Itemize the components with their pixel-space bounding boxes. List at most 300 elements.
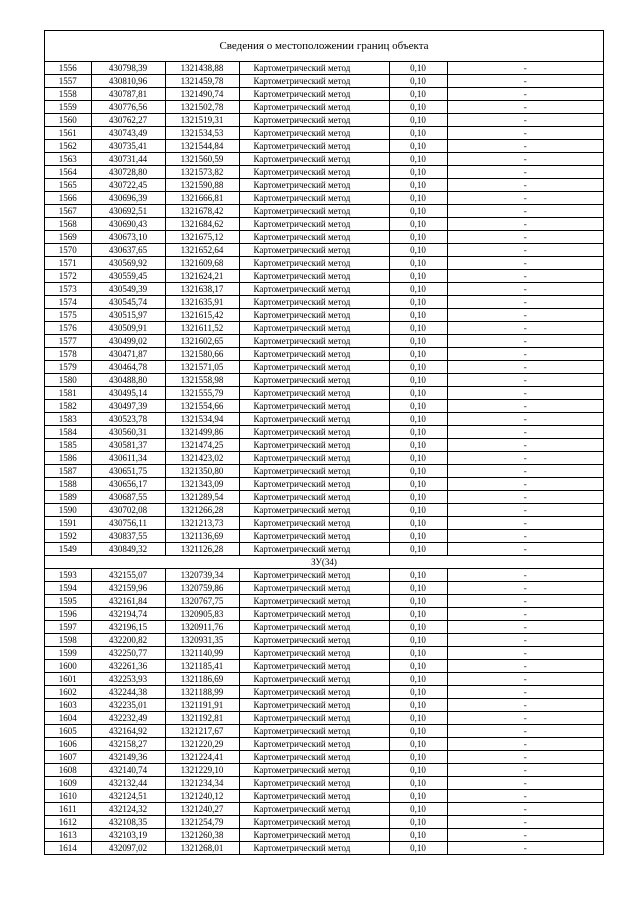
table-row	[45, 309, 603, 322]
table-row	[45, 582, 603, 595]
description-cell: -	[447, 101, 603, 114]
accuracy-cell: 0,10	[389, 491, 447, 504]
point-number-cell: 1589	[45, 491, 91, 504]
description-cell: -	[447, 647, 603, 660]
x-coordinate-cell: 430523,78	[91, 413, 165, 426]
x-coordinate-cell: 430495,14	[91, 387, 165, 400]
accuracy-cell: 0,10	[389, 257, 447, 270]
x-coordinate-cell: 430515,97	[91, 309, 165, 322]
accuracy-cell: 0,10	[389, 439, 447, 452]
y-coordinate-cell: 1321185,41	[165, 660, 239, 673]
method-cell: Картометрический метод	[239, 374, 389, 387]
y-coordinate-cell: 1321188,99	[165, 686, 239, 699]
point-number-cell: 1605	[45, 725, 91, 738]
x-coordinate-cell: 430509,91	[91, 322, 165, 335]
table-row	[45, 88, 603, 101]
accuracy-cell: 0,10	[389, 595, 447, 608]
description-cell: -	[447, 777, 603, 790]
point-number-cell: 1614	[45, 842, 91, 855]
description-cell: -	[447, 439, 603, 452]
method-cell: Картометрический метод	[239, 712, 389, 725]
point-number-cell: 1567	[45, 205, 91, 218]
y-coordinate-cell: 1320905,83	[165, 608, 239, 621]
x-coordinate-cell: 432194,74	[91, 608, 165, 621]
accuracy-cell: 0,10	[389, 842, 447, 855]
section-row	[45, 556, 603, 569]
x-coordinate-cell: 432235,01	[91, 699, 165, 712]
accuracy-cell: 0,10	[389, 543, 447, 556]
method-cell: Картометрический метод	[239, 140, 389, 153]
table-row	[45, 530, 603, 543]
x-coordinate-cell: 432161,84	[91, 595, 165, 608]
table-row	[45, 62, 603, 75]
description-cell: -	[447, 374, 603, 387]
point-number-cell: 1598	[45, 634, 91, 647]
y-coordinate-cell: 1321192,81	[165, 712, 239, 725]
x-coordinate-cell: 432261,36	[91, 660, 165, 673]
x-coordinate-cell: 432250,77	[91, 647, 165, 660]
table-row	[45, 75, 603, 88]
table-row	[45, 504, 603, 517]
method-cell: Картометрический метод	[239, 205, 389, 218]
description-cell: -	[447, 88, 603, 101]
y-coordinate-cell: 1320759,86	[165, 582, 239, 595]
y-coordinate-cell: 1321240,27	[165, 803, 239, 816]
description-cell: -	[447, 257, 603, 270]
method-cell: Картометрический метод	[239, 686, 389, 699]
method-cell: Картометрический метод	[239, 595, 389, 608]
accuracy-cell: 0,10	[389, 699, 447, 712]
method-cell: Картометрический метод	[239, 88, 389, 101]
description-cell: -	[447, 426, 603, 439]
y-coordinate-cell: 1321638,17	[165, 283, 239, 296]
x-coordinate-cell: 430692,51	[91, 205, 165, 218]
y-coordinate-cell: 1321519,31	[165, 114, 239, 127]
accuracy-cell: 0,10	[389, 322, 447, 335]
table-row	[45, 387, 603, 400]
x-coordinate-cell: 430651,75	[91, 465, 165, 478]
y-coordinate-cell: 1321217,67	[165, 725, 239, 738]
method-cell: Картометрический метод	[239, 803, 389, 816]
y-coordinate-cell: 1321240,12	[165, 790, 239, 803]
point-number-cell: 1577	[45, 335, 91, 348]
y-coordinate-cell: 1321490,74	[165, 88, 239, 101]
point-number-cell: 1585	[45, 439, 91, 452]
point-number-cell: 1604	[45, 712, 91, 725]
table-row	[45, 517, 603, 530]
table-row	[45, 712, 603, 725]
description-cell: -	[447, 543, 603, 556]
point-number-cell: 1603	[45, 699, 91, 712]
table-row	[45, 790, 603, 803]
description-cell: -	[447, 478, 603, 491]
x-coordinate-cell: 430464,78	[91, 361, 165, 374]
description-cell: -	[447, 790, 603, 803]
table-row	[45, 569, 603, 582]
table-row	[45, 257, 603, 270]
table-row	[45, 166, 603, 179]
point-number-cell: 1557	[45, 75, 91, 88]
accuracy-cell: 0,10	[389, 738, 447, 751]
y-coordinate-cell: 1321423,02	[165, 452, 239, 465]
coordinates-table	[45, 62, 603, 854]
y-coordinate-cell: 1321571,05	[165, 361, 239, 374]
method-cell: Картометрический метод	[239, 517, 389, 530]
method-cell: Картометрический метод	[239, 413, 389, 426]
point-number-cell: 1588	[45, 478, 91, 491]
method-cell: Картометрический метод	[239, 192, 389, 205]
description-cell: -	[447, 699, 603, 712]
x-coordinate-cell: 432124,32	[91, 803, 165, 816]
x-coordinate-cell: 432244,38	[91, 686, 165, 699]
method-cell: Картометрический метод	[239, 127, 389, 140]
y-coordinate-cell: 1321186,69	[165, 673, 239, 686]
description-cell: -	[447, 517, 603, 530]
accuracy-cell: 0,10	[389, 374, 447, 387]
point-number-cell: 1583	[45, 413, 91, 426]
point-number-cell: 1593	[45, 569, 91, 582]
description-cell: -	[447, 114, 603, 127]
accuracy-cell: 0,10	[389, 413, 447, 426]
method-cell: Картометрический метод	[239, 608, 389, 621]
accuracy-cell: 0,10	[389, 790, 447, 803]
point-number-cell: 1576	[45, 322, 91, 335]
method-cell: Картометрический метод	[239, 387, 389, 400]
x-coordinate-cell: 432124,51	[91, 790, 165, 803]
description-cell: -	[447, 140, 603, 153]
method-cell: Картометрический метод	[239, 114, 389, 127]
x-coordinate-cell: 430499,02	[91, 335, 165, 348]
description-cell: -	[447, 725, 603, 738]
x-coordinate-cell: 432149,36	[91, 751, 165, 764]
table-row	[45, 374, 603, 387]
y-coordinate-cell: 1321474,25	[165, 439, 239, 452]
y-coordinate-cell: 1321260,38	[165, 829, 239, 842]
table-row	[45, 114, 603, 127]
method-cell: Картометрический метод	[239, 465, 389, 478]
table-row	[45, 153, 603, 166]
method-cell: Картометрический метод	[239, 582, 389, 595]
description-cell: -	[447, 634, 603, 647]
x-coordinate-cell: 430728,80	[91, 166, 165, 179]
method-cell: Картометрический метод	[239, 348, 389, 361]
x-coordinate-cell: 430743,49	[91, 127, 165, 140]
point-number-cell: 1565	[45, 179, 91, 192]
x-coordinate-cell: 430731,44	[91, 153, 165, 166]
method-cell: Картометрический метод	[239, 231, 389, 244]
accuracy-cell: 0,10	[389, 777, 447, 790]
accuracy-cell: 0,10	[389, 231, 447, 244]
method-cell: Картометрический метод	[239, 335, 389, 348]
point-number-cell: 1568	[45, 218, 91, 231]
y-coordinate-cell: 1321224,41	[165, 751, 239, 764]
x-coordinate-cell: 432097,02	[91, 842, 165, 855]
table-row	[45, 179, 603, 192]
table-row	[45, 231, 603, 244]
x-coordinate-cell: 430569,92	[91, 257, 165, 270]
point-number-cell: 1581	[45, 387, 91, 400]
y-coordinate-cell: 1321234,34	[165, 777, 239, 790]
description-cell: -	[447, 829, 603, 842]
method-cell: Картометрический метод	[239, 530, 389, 543]
description-cell: -	[447, 400, 603, 413]
y-coordinate-cell: 1321350,80	[165, 465, 239, 478]
x-coordinate-cell: 430545,74	[91, 296, 165, 309]
point-number-cell: 1569	[45, 231, 91, 244]
point-number-cell: 1612	[45, 816, 91, 829]
table-title: Сведения о местоположении границ объекта	[45, 31, 603, 62]
y-coordinate-cell: 1321229,10	[165, 764, 239, 777]
method-cell: Картометрический метод	[239, 75, 389, 88]
accuracy-cell: 0,10	[389, 348, 447, 361]
x-coordinate-cell: 430735,41	[91, 140, 165, 153]
description-cell: -	[447, 192, 603, 205]
point-number-cell: 1571	[45, 257, 91, 270]
method-cell: Картометрический метод	[239, 621, 389, 634]
description-cell: -	[447, 465, 603, 478]
x-coordinate-cell: 430549,39	[91, 283, 165, 296]
y-coordinate-cell: 1321289,54	[165, 491, 239, 504]
accuracy-cell: 0,10	[389, 582, 447, 595]
accuracy-cell: 0,10	[389, 634, 447, 647]
point-number-cell: 1601	[45, 673, 91, 686]
accuracy-cell: 0,10	[389, 712, 447, 725]
description-cell: -	[447, 569, 603, 582]
accuracy-cell: 0,10	[389, 751, 447, 764]
description-cell: -	[447, 335, 603, 348]
table-row	[45, 348, 603, 361]
point-number-cell: 1560	[45, 114, 91, 127]
x-coordinate-cell: 432164,92	[91, 725, 165, 738]
description-cell: -	[447, 166, 603, 179]
y-coordinate-cell: 1321499,86	[165, 426, 239, 439]
method-cell: Картометрический метод	[239, 829, 389, 842]
x-coordinate-cell: 430611,34	[91, 452, 165, 465]
x-coordinate-cell: 430581,37	[91, 439, 165, 452]
point-number-cell: 1600	[45, 660, 91, 673]
point-number-cell: 1596	[45, 608, 91, 621]
x-coordinate-cell: 430849,32	[91, 543, 165, 556]
accuracy-cell: 0,10	[389, 478, 447, 491]
x-coordinate-cell: 430488,80	[91, 374, 165, 387]
y-coordinate-cell: 1321573,82	[165, 166, 239, 179]
y-coordinate-cell: 1321266,28	[165, 504, 239, 517]
table-row	[45, 608, 603, 621]
table-row	[45, 621, 603, 634]
point-number-cell: 1574	[45, 296, 91, 309]
description-cell: -	[447, 283, 603, 296]
description-cell: -	[447, 413, 603, 426]
point-number-cell: 1584	[45, 426, 91, 439]
point-number-cell: 1590	[45, 504, 91, 517]
description-cell: -	[447, 816, 603, 829]
description-cell: -	[447, 62, 603, 75]
x-coordinate-cell: 432108,35	[91, 816, 165, 829]
table-row	[45, 491, 603, 504]
x-coordinate-cell: 430656,17	[91, 478, 165, 491]
description-cell: -	[447, 296, 603, 309]
y-coordinate-cell: 1321554,66	[165, 400, 239, 413]
method-cell: Картометрический метод	[239, 400, 389, 413]
y-coordinate-cell: 1321684,62	[165, 218, 239, 231]
x-coordinate-cell: 432232,49	[91, 712, 165, 725]
table-row	[45, 829, 603, 842]
description-cell: -	[523, 842, 527, 853]
method-cell: Картометрический метод	[239, 218, 389, 231]
point-number-cell: 1611	[45, 803, 91, 816]
accuracy-cell: 0,10	[389, 361, 447, 374]
point-number-cell: 1566	[45, 192, 91, 205]
y-coordinate-cell: 1321602,65	[165, 335, 239, 348]
point-number-cell: 1608	[45, 764, 91, 777]
x-coordinate-cell: 432132,44	[91, 777, 165, 790]
y-coordinate-cell: 1321254,79	[165, 816, 239, 829]
method-cell: Картометрический метод	[239, 569, 389, 582]
y-coordinate-cell: 1320931,35	[165, 634, 239, 647]
description-cell: -	[447, 205, 603, 218]
x-coordinate-cell: 432158,27	[91, 738, 165, 751]
table-row	[45, 777, 603, 790]
y-coordinate-cell: 1321534,94	[165, 413, 239, 426]
point-number-cell: 1591	[45, 517, 91, 530]
method-cell: Картометрический метод	[239, 296, 389, 309]
point-number-cell: 1602	[45, 686, 91, 699]
y-coordinate-cell: 1321438,88	[165, 62, 239, 75]
accuracy-cell: 0,10	[389, 244, 447, 257]
description-cell: -	[447, 660, 603, 673]
y-coordinate-cell: 1321459,78	[165, 75, 239, 88]
point-number-cell: 1559	[45, 101, 91, 114]
table-row	[45, 842, 603, 855]
table-row	[45, 205, 603, 218]
table-row	[45, 816, 603, 829]
x-coordinate-cell: 430722,45	[91, 179, 165, 192]
description-cell: -	[447, 309, 603, 322]
table-row	[45, 218, 603, 231]
x-coordinate-cell: 430673,10	[91, 231, 165, 244]
description-cell: -	[447, 582, 603, 595]
accuracy-cell: 0,10	[389, 387, 447, 400]
point-number-cell: 1579	[45, 361, 91, 374]
x-coordinate-cell: 432155,07	[91, 569, 165, 582]
method-cell: Картометрический метод	[239, 478, 389, 491]
y-coordinate-cell: 1321580,66	[165, 348, 239, 361]
x-coordinate-cell: 430702,08	[91, 504, 165, 517]
method-cell: Картометрический метод	[239, 842, 389, 855]
accuracy-cell: 0,10	[389, 647, 447, 660]
accuracy-cell: 0,10	[389, 452, 447, 465]
accuracy-cell: 0,10	[389, 400, 447, 413]
x-coordinate-cell: 432200,82	[91, 634, 165, 647]
point-number-cell: 1594	[45, 582, 91, 595]
description-cell: -	[447, 452, 603, 465]
method-cell: Картометрический метод	[239, 452, 389, 465]
table-row	[45, 660, 603, 673]
accuracy-cell: 0,10	[389, 192, 447, 205]
description-cell: -	[447, 673, 603, 686]
x-coordinate-cell: 432159,96	[91, 582, 165, 595]
y-coordinate-cell: 1321675,12	[165, 231, 239, 244]
table-row	[45, 803, 603, 816]
accuracy-cell: 0,10	[389, 660, 447, 673]
description-cell: -	[447, 179, 603, 192]
accuracy-cell: 0,10	[389, 673, 447, 686]
table-row	[45, 634, 603, 647]
y-coordinate-cell: 1321635,91	[165, 296, 239, 309]
x-coordinate-cell: 430776,56	[91, 101, 165, 114]
coordinates-table-frame	[44, 30, 604, 855]
point-number-cell: 1607	[45, 751, 91, 764]
y-coordinate-cell: 1321615,42	[165, 309, 239, 322]
accuracy-cell: 0,10	[389, 270, 447, 283]
description-cell: -	[447, 348, 603, 361]
x-coordinate-cell: 430687,55	[91, 491, 165, 504]
method-cell: Картометрический метод	[239, 426, 389, 439]
table-row	[45, 244, 603, 257]
y-coordinate-cell: 1321624,21	[165, 270, 239, 283]
accuracy-cell: 0,10	[389, 569, 447, 582]
method-cell: Картометрический метод	[239, 244, 389, 257]
accuracy-cell: 0,10	[389, 62, 447, 75]
table-row	[45, 270, 603, 283]
accuracy-cell: 0,10	[389, 504, 447, 517]
x-coordinate-cell: 430497,39	[91, 400, 165, 413]
description-cell: -	[447, 738, 603, 751]
y-coordinate-cell: 1320739,34	[165, 569, 239, 582]
accuracy-cell: 0,10	[389, 88, 447, 101]
accuracy-cell: 0,10	[389, 621, 447, 634]
y-coordinate-cell: 1321502,78	[165, 101, 239, 114]
method-cell: Картометрический метод	[239, 816, 389, 829]
description-cell: -	[447, 361, 603, 374]
x-coordinate-cell: 430690,43	[91, 218, 165, 231]
description-cell: -	[447, 764, 603, 777]
point-number-cell: 1556	[45, 62, 91, 75]
y-coordinate-cell: 1321136,69	[165, 530, 239, 543]
table-row	[45, 296, 603, 309]
y-coordinate-cell: 1320911,76	[165, 621, 239, 634]
accuracy-cell: 0,10	[389, 829, 447, 842]
method-cell: Картометрический метод	[239, 309, 389, 322]
method-cell: Картометрический метод	[239, 790, 389, 803]
method-cell: Картометрический метод	[239, 725, 389, 738]
method-cell: Картометрический метод	[239, 764, 389, 777]
y-coordinate-cell: 1321590,88	[165, 179, 239, 192]
accuracy-cell: 0,10	[389, 517, 447, 530]
table-row	[45, 465, 603, 478]
table-row	[45, 764, 603, 777]
point-number-cell: 1597	[45, 621, 91, 634]
description-cell: -	[447, 322, 603, 335]
point-number-cell: 1613	[45, 829, 91, 842]
y-coordinate-cell: 1321560,59	[165, 153, 239, 166]
method-cell: Картометрический метод	[239, 647, 389, 660]
x-coordinate-cell: 430837,55	[91, 530, 165, 543]
table-row	[45, 478, 603, 491]
x-coordinate-cell: 430798,39	[91, 62, 165, 75]
table-row	[45, 439, 603, 452]
accuracy-cell: 0,10	[389, 764, 447, 777]
accuracy-cell: 0,10	[389, 465, 447, 478]
y-coordinate-cell: 1321140,99	[165, 647, 239, 660]
point-number-cell: 1595	[45, 595, 91, 608]
y-coordinate-cell: 1321558,98	[165, 374, 239, 387]
table-row	[45, 361, 603, 374]
y-coordinate-cell: 1321555,79	[165, 387, 239, 400]
description-cell: -	[447, 608, 603, 621]
point-number-cell: 1561	[45, 127, 91, 140]
accuracy-cell: 0,10	[389, 166, 447, 179]
